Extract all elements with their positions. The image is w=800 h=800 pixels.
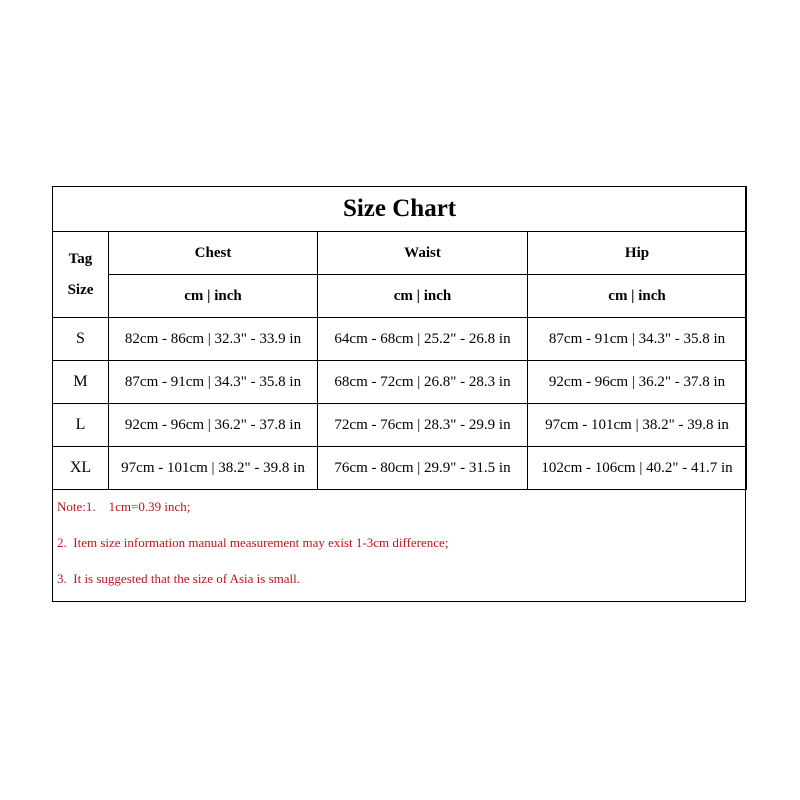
- size-label: Size: [67, 281, 94, 298]
- header-row: [53, 232, 747, 275]
- size-cell: XL: [53, 447, 109, 490]
- note-line: 2. Item size information manual measurement may exist 1-3cm difference;: [57, 535, 449, 550]
- title-row: [53, 187, 747, 232]
- size-chart: [52, 186, 746, 602]
- hip-header: Hip: [528, 232, 747, 275]
- hip-cell: 102cm - 106cm | 40.2" - 41.7 in: [528, 447, 747, 490]
- chest-cell: 87cm - 91cm | 34.3" - 35.8 in: [109, 361, 318, 404]
- chest-cell: 97cm - 101cm | 38.2" - 39.8 in: [109, 447, 318, 490]
- size-cell: L: [53, 404, 109, 447]
- tag-label: Tag: [68, 250, 93, 267]
- table-row: [53, 447, 747, 490]
- waist-cell: 68cm - 72cm | 26.8" - 28.3 in: [318, 361, 528, 404]
- size-table: [52, 186, 747, 490]
- note-line: 3. It is suggested that the size of Asia is small.: [57, 571, 300, 586]
- note-line: Note:1. 1cm=0.39 inch;: [57, 499, 191, 514]
- waist-cell: 64cm - 68cm | 25.2" - 26.8 in: [318, 318, 528, 361]
- size-cell: S: [53, 318, 109, 361]
- waist-header: Waist: [318, 232, 528, 275]
- hip-cell: 97cm - 101cm | 38.2" - 39.8 in: [528, 404, 747, 447]
- chart-title: Size Chart: [53, 187, 747, 232]
- chest-cell: 92cm - 96cm | 36.2" - 37.8 in: [109, 404, 318, 447]
- hip-cell: 92cm - 96cm | 36.2" - 37.8 in: [528, 361, 747, 404]
- table-row: [53, 318, 747, 361]
- waist-unit: cm | inch: [318, 275, 528, 318]
- hip-unit: cm | inch: [528, 275, 747, 318]
- size-cell: M: [53, 361, 109, 404]
- chest-cell: 82cm - 86cm | 32.3" - 33.9 in: [109, 318, 318, 361]
- units-row: [53, 275, 747, 318]
- waist-cell: 76cm - 80cm | 29.9" - 31.5 in: [318, 447, 528, 490]
- tag-size-header: [53, 232, 109, 318]
- table-row: [53, 404, 747, 447]
- chest-header: Chest: [109, 232, 318, 275]
- table-row: [53, 361, 747, 404]
- chest-unit: cm | inch: [109, 275, 318, 318]
- waist-cell: 72cm - 76cm | 28.3" - 29.9 in: [318, 404, 528, 447]
- hip-cell: 87cm - 91cm | 34.3" - 35.8 in: [528, 318, 747, 361]
- notes-section: [53, 489, 745, 601]
